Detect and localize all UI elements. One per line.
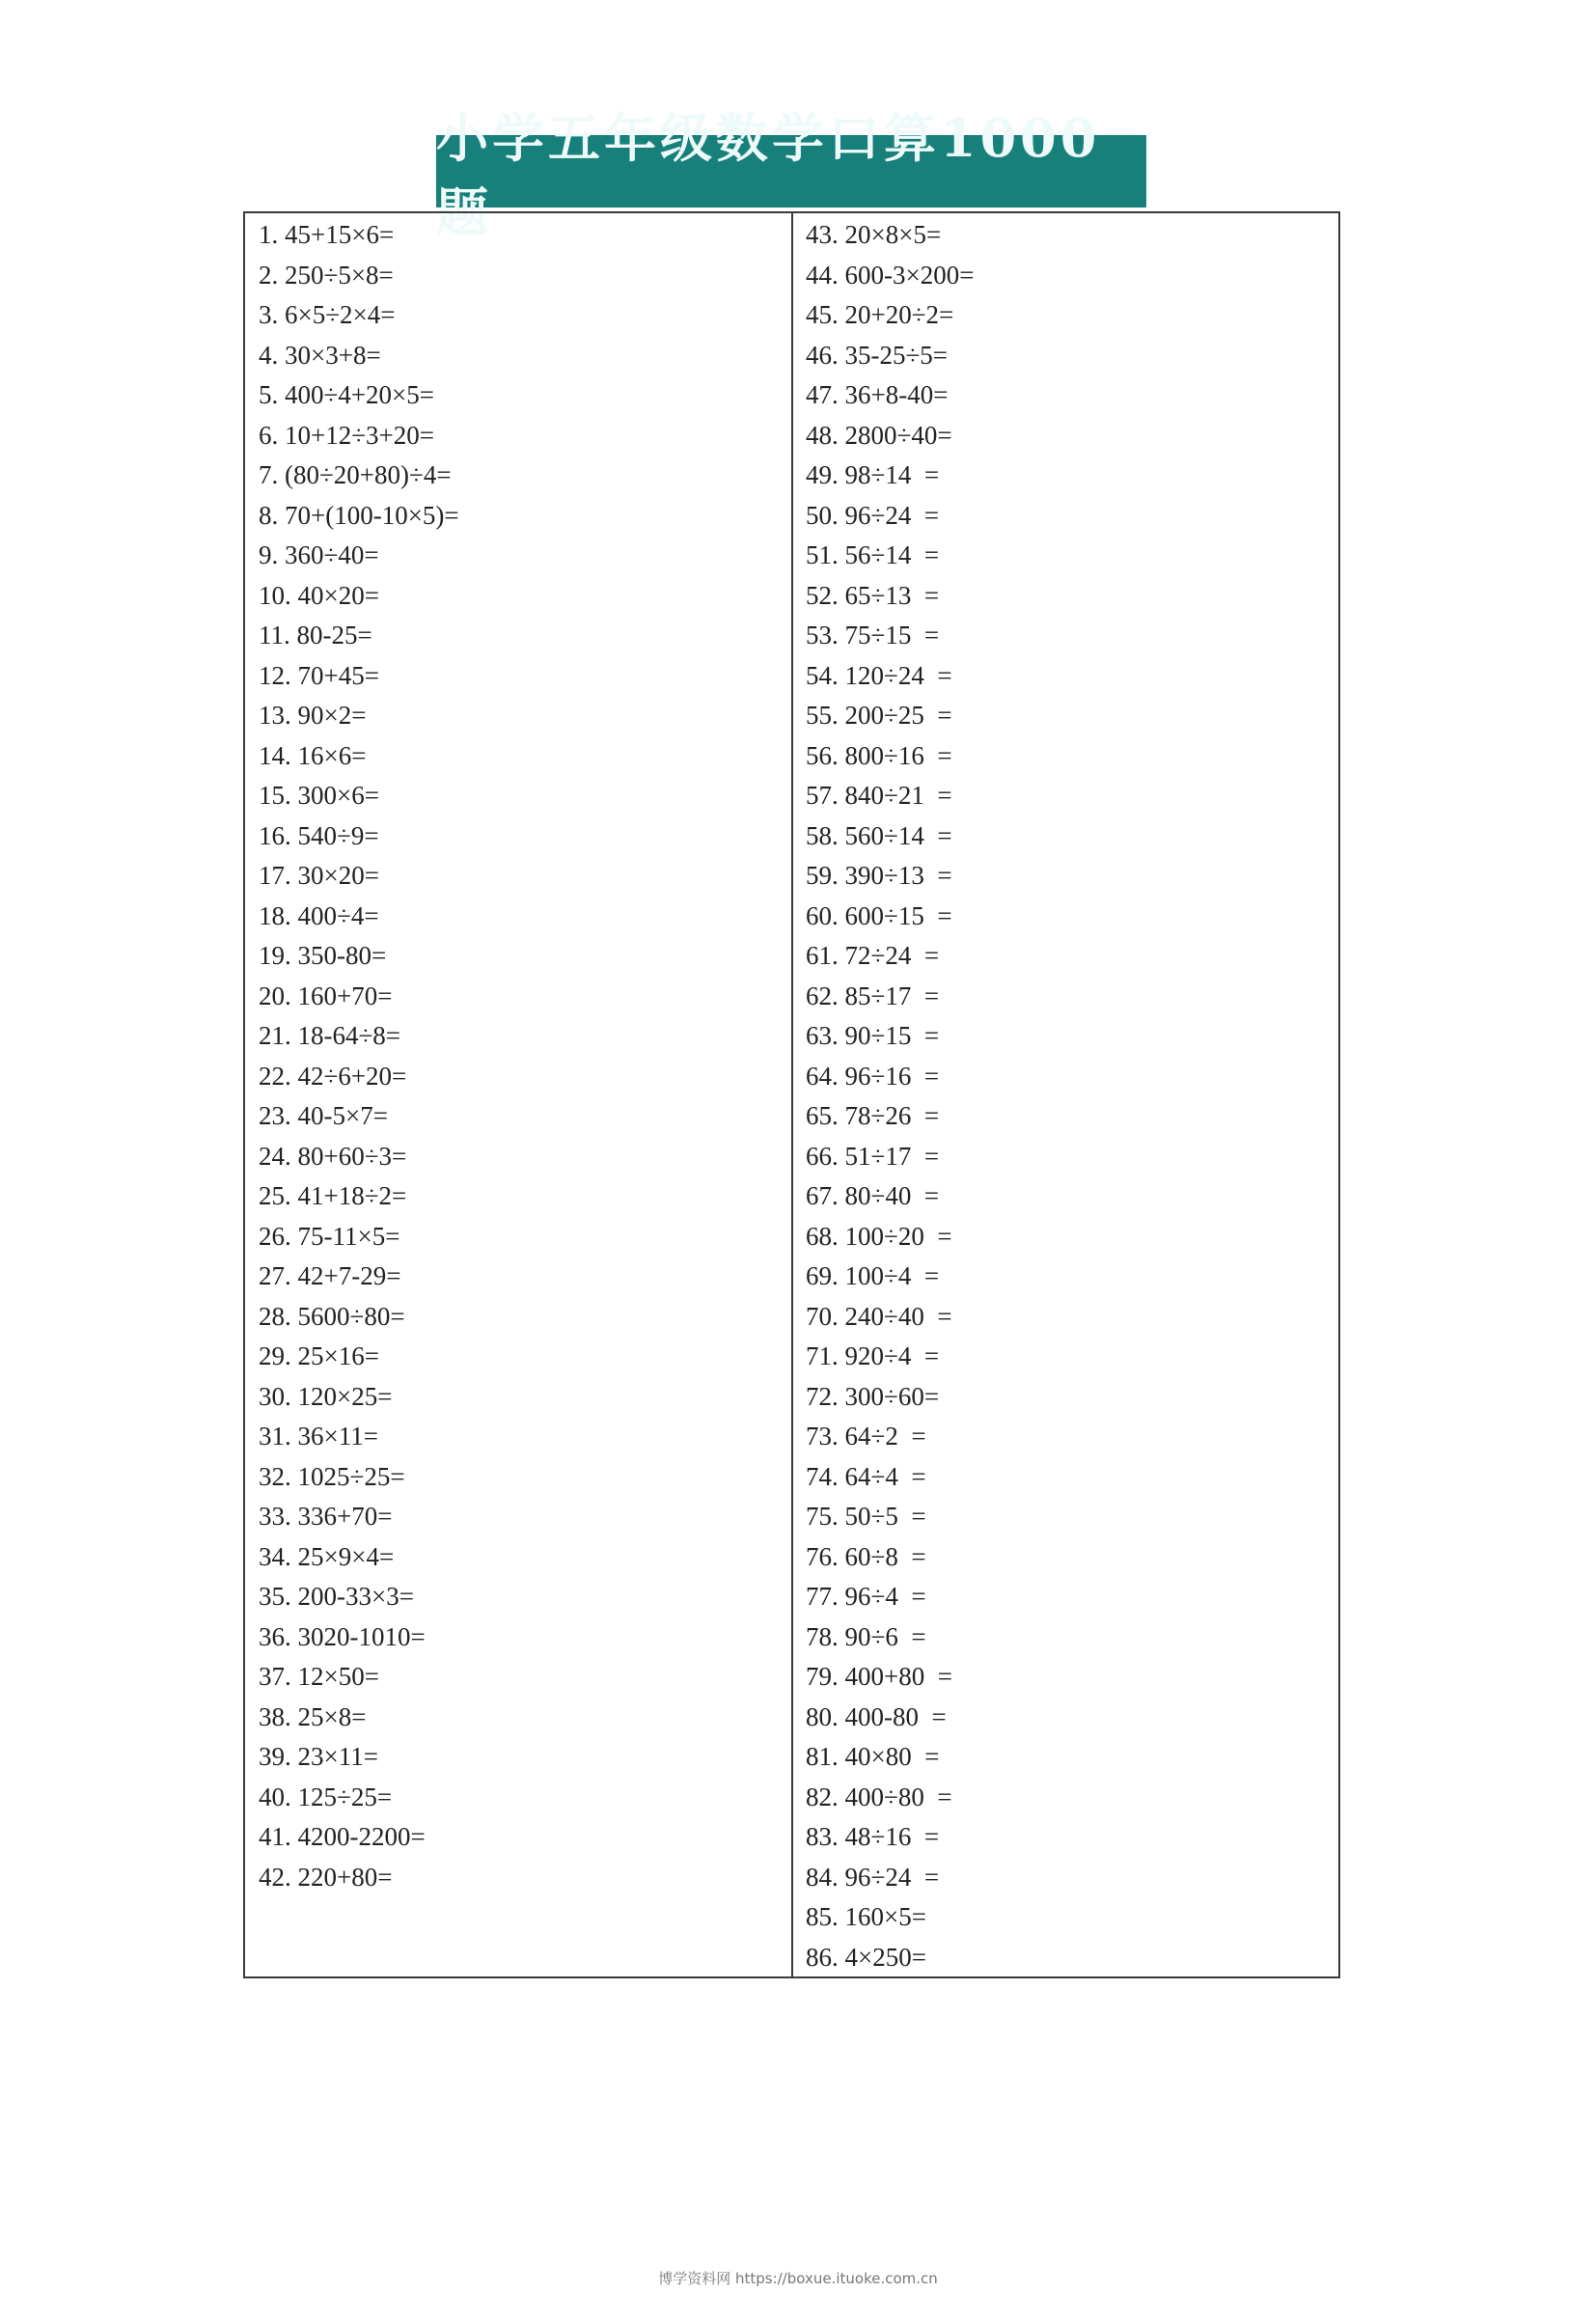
problem-item: 4. 30×3+8= (259, 340, 381, 370)
problem-item: 77. 96÷4 = (806, 1582, 926, 1611)
problem-item: 23. 40-5×7= (259, 1101, 388, 1130)
problem-item: 3. 6×5÷2×4= (259, 300, 396, 329)
problem-item: 82. 400÷80 = (806, 1782, 952, 1811)
problem-item: 73. 64÷2 = (806, 1422, 926, 1451)
problem-item: 54. 120÷24 = (806, 660, 952, 690)
problem-item: 47. 36+8-40= (806, 380, 949, 409)
footer-watermark: 博学资料网 https://boxue.ituoke.com.cn (658, 2270, 938, 2287)
problem-item: 46. 35-25÷5= (806, 340, 949, 370)
problem-item: 19. 350-80= (259, 941, 387, 970)
problem-item: 64. 96÷16 = (806, 1061, 940, 1091)
problem-item: 38. 25×8= (259, 1701, 367, 1731)
problem-item: 48. 2800÷40= (806, 420, 952, 450)
problem-item: 22. 42÷6+20= (259, 1061, 407, 1091)
problem-item: 62. 85÷17 = (806, 981, 940, 1010)
problem-item: 31. 36×11= (259, 1422, 378, 1451)
problem-item: 67. 80÷40 = (806, 1181, 940, 1210)
problem-item: 20. 160+70= (259, 981, 393, 1010)
problem-item: 39. 23×11= (259, 1742, 378, 1771)
problem-item: 52. 65÷13 = (806, 580, 940, 610)
problem-item: 59. 390÷13 = (806, 861, 952, 890)
problem-item: 12. 70+45= (259, 660, 379, 690)
problem-item: 84. 96÷24 = (806, 1862, 940, 1892)
problem-item: 66. 51÷17 = (806, 1141, 940, 1171)
problem-item: 78. 90÷6 = (806, 1621, 926, 1651)
problem-item: 2. 250÷5×8= (259, 260, 394, 290)
problem-item: 68. 100÷20 = (806, 1221, 952, 1251)
problem-item: 21. 18-64÷8= (259, 1021, 401, 1050)
problem-item: 45. 20+20÷2= (806, 300, 954, 329)
problem-item: 5. 400÷4+20×5= (259, 380, 434, 409)
problem-item: 74. 64÷4 = (806, 1461, 926, 1491)
problem-item: 6. 10+12÷3+20= (259, 420, 434, 450)
problem-item: 56. 800÷16 = (806, 740, 952, 770)
problem-table (243, 211, 1340, 1978)
problem-item: 16. 540÷9= (259, 820, 379, 850)
problem-item: 63. 90÷15 = (806, 1021, 940, 1050)
problem-item: 7. (80÷20+80)÷4= (259, 460, 452, 489)
problem-item: 24. 80+60÷3= (259, 1141, 407, 1171)
problem-item: 8. 70+(100-10×5)= (259, 500, 459, 530)
problem-item: 40. 125÷25= (259, 1782, 393, 1811)
problem-item: 17. 30×20= (259, 861, 379, 890)
problem-item: 50. 96÷24 = (806, 500, 940, 530)
problem-item: 85. 160×5= (806, 1902, 926, 1931)
problem-item: 70. 240÷40 = (806, 1301, 952, 1331)
problem-item: 10. 40×20= (259, 580, 379, 610)
problem-item: 28. 5600÷80= (259, 1301, 405, 1331)
problem-item: 29. 25×16= (259, 1341, 379, 1370)
problem-item: 25. 41+18÷2= (259, 1181, 407, 1210)
problem-item: 15. 300×6= (259, 781, 379, 810)
page-title: 小学五年级数学口算1000题 (436, 135, 1146, 207)
problem-item: 71. 920÷4 = (806, 1341, 940, 1370)
problem-item: 36. 3020-1010= (259, 1621, 426, 1651)
problem-item: 13. 90×2= (259, 701, 367, 730)
problem-item: 14. 16×6= (259, 740, 367, 770)
problem-item: 37. 12×50= (259, 1662, 379, 1691)
problem-item: 41. 4200-2200= (259, 1822, 426, 1851)
problem-item: 30. 120×25= (259, 1381, 393, 1411)
problem-item: 42. 220+80= (259, 1862, 393, 1892)
right-column (793, 213, 1338, 1976)
problem-item: 34. 25×9×4= (259, 1541, 395, 1571)
problem-item: 11. 80-25= (259, 621, 372, 649)
problem-item: 86. 4×250= (806, 1942, 926, 1972)
problem-item: 76. 60÷8 = (806, 1541, 926, 1571)
problem-item: 69. 100÷4 = (806, 1261, 940, 1290)
problem-item: 53. 75÷15 = (806, 621, 940, 649)
problem-item: 80. 400-80 = (806, 1701, 947, 1731)
problem-item: 18. 400÷4= (259, 900, 379, 930)
problem-item: 33. 336+70= (259, 1502, 393, 1531)
problem-item: 32. 1025÷25= (259, 1461, 405, 1491)
problem-item: 72. 300÷60= (806, 1381, 940, 1411)
problem-item: 9. 360÷40= (259, 540, 379, 569)
problem-item: 58. 560÷14 = (806, 820, 952, 850)
left-column (245, 213, 793, 1976)
problem-item: 51. 56÷14 = (806, 540, 940, 569)
problem-item: 43. 20×8×5= (806, 220, 942, 249)
problem-item: 65. 78÷26 = (806, 1101, 940, 1130)
problem-item: 60. 600÷15 = (806, 900, 952, 930)
problem-item: 83. 48÷16 = (806, 1822, 940, 1851)
problem-item: 75. 50÷5 = (806, 1502, 926, 1531)
problem-item: 61. 72÷24 = (806, 941, 940, 970)
problem-item: 35. 200-33×3= (259, 1582, 414, 1611)
problem-item: 44. 600-3×200= (806, 260, 975, 290)
problem-item: 81. 40×80 = (806, 1742, 940, 1771)
problem-item: 1. 45+15×6= (259, 220, 395, 249)
problem-item: 79. 400+80 = (806, 1662, 952, 1691)
problem-item: 55. 200÷25 = (806, 701, 952, 730)
problem-item: 26. 75-11×5= (259, 1221, 400, 1251)
problem-item: 57. 840÷21 = (806, 781, 952, 810)
problem-item: 49. 98÷14 = (806, 460, 940, 489)
problem-item: 27. 42+7-29= (259, 1261, 401, 1290)
